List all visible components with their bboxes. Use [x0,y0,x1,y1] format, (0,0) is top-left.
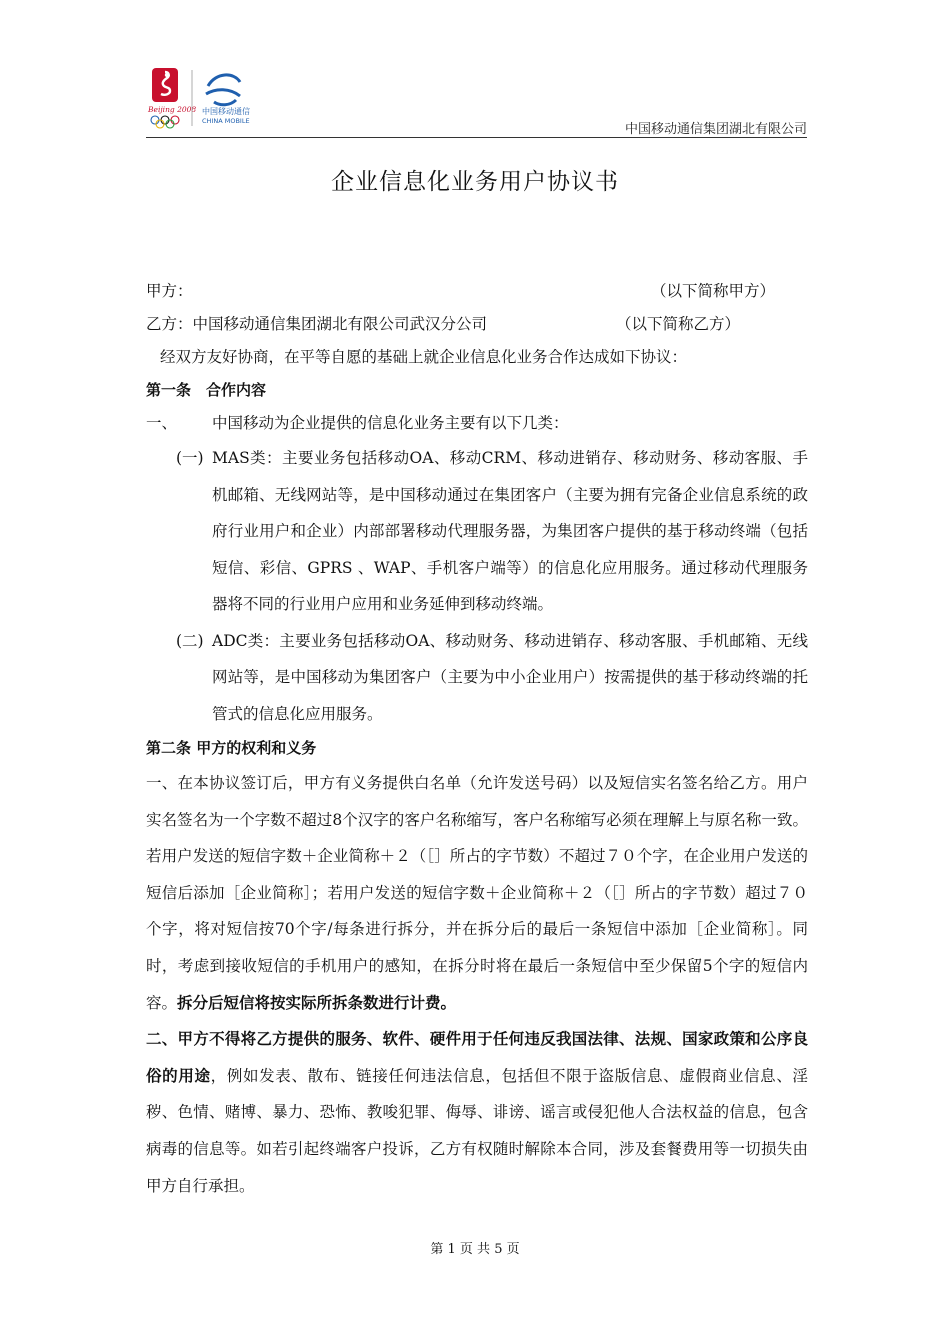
subitem-mark: (二) [176,631,204,650]
agreement-intro: 经双方友好协商，在平等自愿的基础上就企业信息化业务合作达成如下协议： [160,348,688,366]
party-b-line [146,308,808,341]
page-indicator: 第 1 页 共 5 页 [430,1242,520,1257]
beijing-2008-wordmark: Beijing 2008 [148,105,197,114]
document-title: 企业信息化业务用户协议书 [331,169,619,195]
article-1-subitem-mas [146,440,808,623]
header-company-name: 中国移动通信集团湖北有限公司 [624,122,807,137]
paragraph-bold-text: 拆分后短信将按实际所拆条数进行计费。 [177,993,457,1012]
olympic-rings-icon [151,116,179,128]
paragraph-text: ，例如发表、散布、链接任何违法信息，包括但不限于盗版信息、虚假商业信息、淫秽、色情、赌博、暴力、恐怖、教唆犯罪、侮辱、诽谤、谣言或侵犯他人合法权益的信息，包含病毒的信息等。如若引起终端客户投诉，乙方有权随时解除本合同，涉及套餐费用等一切损失由甲方自行承担。 [146,1066,808,1195]
paragraph-bold-text: 二、甲方不得将乙方提供的服务、软件、硬件用于任何违反我国法律、法规、国家政策和公序良俗的用途 [146,1030,808,1085]
item-number: 一、 [146,414,178,432]
article-2-heading: 第二条 甲方的权利和义务 [146,739,317,757]
article-1-heading: 第一条 合作内容 [146,381,267,399]
subitem-text: ADC类：主要业务包括移动OA、移动财务、移动进销存、移动客服、手机邮箱、无线网站等，是中国移动为集团客户（主要为中小企业用户）按需提供的基于移动终端的托管式的信息化应用服务。 [212,631,808,723]
document-body [146,275,808,1204]
article-1-subitem-adc [146,623,808,733]
subitem-mark: (一) [176,449,204,467]
china-mobile-en-wordmark: CHINA MOBILE [202,117,250,125]
header-logos [146,66,266,130]
paragraph-text: 一、在本协议签订后，甲方有义务提供白名单（允许发送号码）以及短信实名签名给乙方。用户实名签名为一个字数不超过8个汉字的客户名称缩写，客户名称缩写必须在理解上与原名称一致。若用户发送的短信字数＋企业简称＋２（［］所占的字节数）不超过７０个字，在企业用户发送的短信后添加［企业简称］；若用户发送的短信字数＋企业简称＋２（［］所占的字节数）超过７０个字，将对短信按70个字/每条进行拆分，并在拆分后的最后一条短信中添加［企业简称］。同时，考虑到接收短信的手机用户的感知，在拆分时将在最后一条短信中至少保留5个字的短信内容。 [146,774,808,1012]
subitem-text: MAS类：主要业务包括移动OA、移动CRM、移动进销存、移动财务、移动客服、手机邮箱、无线网站等，是中国移动通过在集团客户（主要为拥有完备企业信息系统的政府行业用户和企业）内部部署移动代理服务器，为集团客户提供的基于移动终端（包括短信、彩信、GPRS 、WAP、手机客户端等）的信息化应用服务。通过移动代理服务器将不同的行业用户应用和业务延伸到移动终端。 [212,449,808,613]
article-2-paragraph-2 [146,1021,808,1204]
party-b-note: （以下简称乙方） [616,315,741,333]
article-1-item-1 [146,407,808,440]
article-2-paragraph-1 [146,765,808,1021]
party-a-note: （以下简称甲方） [651,282,776,300]
china-mobile-cn-wordmark: 中国移动通信 [202,107,250,116]
beijing-2008-china-mobile-logo [146,66,266,130]
item-text: 中国移动为企业提供的信息化业务主要有以下几类： [212,414,569,432]
header-divider [146,137,807,138]
party-b-label: 乙方：中国移动通信集团湖北有限公司武汉分公司 [146,315,488,333]
china-mobile-logo-icon [206,75,240,105]
party-a-label: 甲方： [146,282,193,300]
party-a-line [146,275,808,308]
